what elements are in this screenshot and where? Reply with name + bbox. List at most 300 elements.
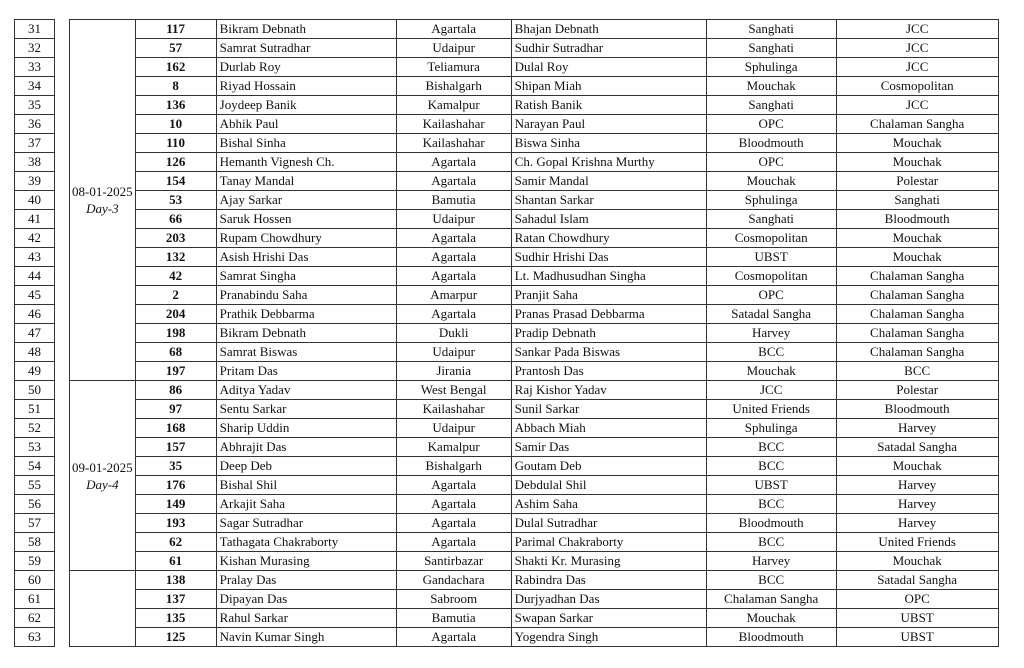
team-cell: Chalaman Sangha (836, 305, 998, 324)
participant-id-cell: 193 (135, 514, 216, 533)
participant-id-cell: 68 (135, 343, 216, 362)
team-cell: Mouchak (836, 134, 998, 153)
date-cell (70, 20, 136, 381)
column-gap (55, 628, 70, 647)
team-cell: JCC (836, 20, 998, 39)
participant-name-cell: Hemanth Vignesh Ch. (216, 153, 396, 172)
place-cell: Agartala (396, 153, 511, 172)
serial-number-cell: 63 (15, 628, 55, 647)
column-gap (55, 267, 70, 286)
team-cell: BCC (836, 362, 998, 381)
date-cell (70, 571, 136, 647)
club-cell: OPC (706, 286, 836, 305)
participant-id-cell: 126 (135, 153, 216, 172)
serial-number-cell: 54 (15, 457, 55, 476)
guardian-name-cell: Dulal Sutradhar (511, 514, 706, 533)
table-row (15, 305, 999, 324)
place-cell: Udaipur (396, 343, 511, 362)
column-gap (55, 286, 70, 305)
serial-number-cell: 42 (15, 229, 55, 248)
place-cell: Agartala (396, 495, 511, 514)
club-cell: Harvey (706, 552, 836, 571)
guardian-name-cell: Goutam Deb (511, 457, 706, 476)
guardian-name-cell: Parimal Chakraborty (511, 533, 706, 552)
team-cell: Polestar (836, 172, 998, 191)
table-row (15, 609, 999, 628)
place-cell: Amarpur (396, 286, 511, 305)
guardian-name-cell: Pranas Prasad Debbarma (511, 305, 706, 324)
club-cell: BCC (706, 438, 836, 457)
serial-number-cell: 59 (15, 552, 55, 571)
serial-number-cell: 33 (15, 58, 55, 77)
participant-id-cell: 204 (135, 305, 216, 324)
team-cell: Satadal Sangha (836, 438, 998, 457)
table-row (15, 514, 999, 533)
date-label: 09-01-2025 (72, 459, 133, 475)
column-gap (55, 134, 70, 153)
column-gap (55, 343, 70, 362)
participant-id-cell: 2 (135, 286, 216, 305)
column-gap (55, 191, 70, 210)
guardian-name-cell: Pradip Debnath (511, 324, 706, 343)
column-gap (55, 39, 70, 58)
team-cell: Chalaman Sangha (836, 286, 998, 305)
team-cell: UBST (836, 609, 998, 628)
serial-number-cell: 39 (15, 172, 55, 191)
serial-number-cell: 44 (15, 267, 55, 286)
table-row (15, 324, 999, 343)
guardian-name-cell: Ratish Banik (511, 96, 706, 115)
participant-name-cell: Ajay Sarkar (216, 191, 396, 210)
column-gap (55, 571, 70, 590)
place-cell: Gandachara (396, 571, 511, 590)
table-row (15, 400, 999, 419)
participant-name-cell: Sentu Sarkar (216, 400, 396, 419)
participant-name-cell: Aditya Yadav (216, 381, 396, 400)
team-cell: Chalaman Sangha (836, 115, 998, 134)
column-gap (55, 58, 70, 77)
guardian-name-cell: Ratan Chowdhury (511, 229, 706, 248)
serial-number-cell: 56 (15, 495, 55, 514)
participant-id-cell: 35 (135, 457, 216, 476)
participant-name-cell: Sharip Uddin (216, 419, 396, 438)
club-cell: JCC (706, 381, 836, 400)
club-cell: Mouchak (706, 172, 836, 191)
team-cell: Harvey (836, 514, 998, 533)
serial-number-cell: 40 (15, 191, 55, 210)
club-cell: Bloodmouth (706, 134, 836, 153)
participant-name-cell: Bishal Sinha (216, 134, 396, 153)
place-cell: Agartala (396, 305, 511, 324)
column-gap (55, 210, 70, 229)
serial-number-cell: 43 (15, 248, 55, 267)
guardian-name-cell: Dulal Roy (511, 58, 706, 77)
serial-number-cell: 60 (15, 571, 55, 590)
participant-id-cell: 42 (135, 267, 216, 286)
guardian-name-cell: Samir Mandal (511, 172, 706, 191)
team-cell: Harvey (836, 419, 998, 438)
serial-number-cell: 45 (15, 286, 55, 305)
column-gap (55, 153, 70, 172)
club-cell: OPC (706, 153, 836, 172)
participant-id-cell: 149 (135, 495, 216, 514)
place-cell: Agartala (396, 267, 511, 286)
column-gap (55, 590, 70, 609)
team-cell: United Friends (836, 533, 998, 552)
serial-number-cell: 55 (15, 476, 55, 495)
participant-id-cell: 162 (135, 58, 216, 77)
club-cell: BCC (706, 343, 836, 362)
column-gap (55, 381, 70, 400)
club-cell: Bloodmouth (706, 628, 836, 647)
club-cell: UBST (706, 248, 836, 267)
place-cell: Bishalgarh (396, 457, 511, 476)
guardian-name-cell: Ashim Saha (511, 495, 706, 514)
column-gap (55, 324, 70, 343)
participant-id-cell: 132 (135, 248, 216, 267)
team-cell: Mouchak (836, 248, 998, 267)
table-row (15, 77, 999, 96)
column-gap (55, 419, 70, 438)
participant-name-cell: Pralay Das (216, 571, 396, 590)
place-cell: Kailashahar (396, 115, 511, 134)
place-cell: Kamalpur (396, 96, 511, 115)
place-cell: Bamutia (396, 191, 511, 210)
column-gap (55, 552, 70, 571)
serial-number-cell: 37 (15, 134, 55, 153)
table-row (15, 248, 999, 267)
participant-name-cell: Abhik Paul (216, 115, 396, 134)
serial-number-cell: 35 (15, 96, 55, 115)
team-cell: Mouchak (836, 153, 998, 172)
participant-id-cell: 176 (135, 476, 216, 495)
place-cell: Bamutia (396, 609, 511, 628)
club-cell: OPC (706, 115, 836, 134)
column-gap (55, 172, 70, 191)
club-cell: Cosmopolitan (706, 267, 836, 286)
participant-id-cell: 8 (135, 77, 216, 96)
column-gap (55, 476, 70, 495)
place-cell: Dukli (396, 324, 511, 343)
place-cell: Santirbazar (396, 552, 511, 571)
club-cell: Sanghati (706, 210, 836, 229)
participant-name-cell: Joydeep Banik (216, 96, 396, 115)
participant-name-cell: Rupam Chowdhury (216, 229, 396, 248)
participant-id-cell: 138 (135, 571, 216, 590)
table-row (15, 571, 999, 590)
column-gap (55, 609, 70, 628)
team-cell: JCC (836, 58, 998, 77)
team-cell: Bloodmouth (836, 210, 998, 229)
table-row (15, 172, 999, 191)
place-cell: Kamalpur (396, 438, 511, 457)
table-row (15, 419, 999, 438)
guardian-name-cell: Abbach Miah (511, 419, 706, 438)
table-row (15, 39, 999, 58)
guardian-name-cell: Sudhir Hrishi Das (511, 248, 706, 267)
participant-name-cell: Asish Hrishi Das (216, 248, 396, 267)
participant-name-cell: Durlab Roy (216, 58, 396, 77)
serial-number-cell: 62 (15, 609, 55, 628)
serial-number-cell: 34 (15, 77, 55, 96)
guardian-name-cell: Shantan Sarkar (511, 191, 706, 210)
serial-number-cell: 57 (15, 514, 55, 533)
participant-id-cell: 168 (135, 419, 216, 438)
column-gap (55, 77, 70, 96)
serial-number-cell: 36 (15, 115, 55, 134)
participant-name-cell: Dipayan Das (216, 590, 396, 609)
guardian-name-cell: Sankar Pada Biswas (511, 343, 706, 362)
serial-number-cell: 48 (15, 343, 55, 362)
column-gap (55, 20, 70, 39)
guardian-name-cell: Pranjit Saha (511, 286, 706, 305)
guardian-name-cell: Shipan Miah (511, 77, 706, 96)
guardian-name-cell: Biswa Sinha (511, 134, 706, 153)
day-label: Day-4 (86, 476, 119, 492)
column-gap (55, 400, 70, 419)
guardian-name-cell: Debdulal Shil (511, 476, 706, 495)
team-cell: Mouchak (836, 229, 998, 248)
participant-name-cell: Sagar Sutradhar (216, 514, 396, 533)
participant-name-cell: Riyad Hossain (216, 77, 396, 96)
participant-id-cell: 136 (135, 96, 216, 115)
guardian-name-cell: Raj Kishor Yadav (511, 381, 706, 400)
club-cell: UBST (706, 476, 836, 495)
team-cell: Mouchak (836, 457, 998, 476)
participant-id-cell: 198 (135, 324, 216, 343)
serial-number-cell: 61 (15, 590, 55, 609)
participant-id-cell: 61 (135, 552, 216, 571)
guardian-name-cell: Sudhir Sutradhar (511, 39, 706, 58)
table-row (15, 438, 999, 457)
serial-number-cell: 52 (15, 419, 55, 438)
participant-name-cell: Bishal Shil (216, 476, 396, 495)
participant-name-cell: Rahul Sarkar (216, 609, 396, 628)
column-gap (55, 495, 70, 514)
participant-id-cell: 197 (135, 362, 216, 381)
club-cell: BCC (706, 495, 836, 514)
schedule-table (14, 19, 999, 647)
club-cell: United Friends (706, 400, 836, 419)
participant-name-cell: Bikram Debnath (216, 20, 396, 39)
club-cell: Cosmopolitan (706, 229, 836, 248)
team-cell: Sanghati (836, 191, 998, 210)
participant-name-cell: Tathagata Chakraborty (216, 533, 396, 552)
column-gap (55, 514, 70, 533)
serial-number-cell: 46 (15, 305, 55, 324)
column-gap (55, 533, 70, 552)
participant-id-cell: 137 (135, 590, 216, 609)
serial-number-cell: 50 (15, 381, 55, 400)
place-cell: Sabroom (396, 590, 511, 609)
team-cell: OPC (836, 590, 998, 609)
table-row (15, 267, 999, 286)
column-gap (55, 305, 70, 324)
column-gap (55, 229, 70, 248)
participant-name-cell: Tanay Mandal (216, 172, 396, 191)
column-gap (55, 96, 70, 115)
participant-name-cell: Arkajit Saha (216, 495, 396, 514)
place-cell: Agartala (396, 476, 511, 495)
serial-number-cell: 31 (15, 20, 55, 39)
team-cell: UBST (836, 628, 998, 647)
guardian-name-cell: Yogendra Singh (511, 628, 706, 647)
participant-id-cell: 86 (135, 381, 216, 400)
date-label: 08-01-2025 (72, 184, 133, 199)
participant-id-cell: 57 (135, 39, 216, 58)
place-cell: Agartala (396, 533, 511, 552)
participant-name-cell: Pritam Das (216, 362, 396, 381)
place-cell: Agartala (396, 172, 511, 191)
table-row (15, 134, 999, 153)
guardian-name-cell: Prantosh Das (511, 362, 706, 381)
team-cell: Chalaman Sangha (836, 324, 998, 343)
club-cell: Sphulinga (706, 419, 836, 438)
table-row (15, 495, 999, 514)
club-cell: Sphulinga (706, 58, 836, 77)
participant-id-cell: 125 (135, 628, 216, 647)
participant-name-cell: Samrat Singha (216, 267, 396, 286)
participant-name-cell: Abhrajit Das (216, 438, 396, 457)
guardian-name-cell: Lt. Madhusudhan Singha (511, 267, 706, 286)
serial-number-cell: 58 (15, 533, 55, 552)
participant-name-cell: Samrat Sutradhar (216, 39, 396, 58)
participant-name-cell: Saruk Hossen (216, 210, 396, 229)
table-row (15, 533, 999, 552)
table-row (15, 191, 999, 210)
place-cell: Agartala (396, 248, 511, 267)
guardian-name-cell: Sunil Sarkar (511, 400, 706, 419)
club-cell: Bloodmouth (706, 514, 836, 533)
participant-id-cell: 110 (135, 134, 216, 153)
table-row (15, 457, 999, 476)
team-cell: Mouchak (836, 552, 998, 571)
place-cell: Agartala (396, 229, 511, 248)
participant-id-cell: 135 (135, 609, 216, 628)
guardian-name-cell: Rabindra Das (511, 571, 706, 590)
club-cell: Mouchak (706, 609, 836, 628)
team-cell: Polestar (836, 381, 998, 400)
team-cell: Chalaman Sangha (836, 343, 998, 362)
team-cell: Bloodmouth (836, 400, 998, 419)
participant-id-cell: 157 (135, 438, 216, 457)
club-cell: Sanghati (706, 96, 836, 115)
place-cell: Bishalgarh (396, 77, 511, 96)
column-gap (55, 438, 70, 457)
guardian-name-cell: Samir Das (511, 438, 706, 457)
serial-number-cell: 49 (15, 362, 55, 381)
serial-number-cell: 53 (15, 438, 55, 457)
table-row (15, 552, 999, 571)
participant-name-cell: Navin Kumar Singh (216, 628, 396, 647)
place-cell: Teliamura (396, 58, 511, 77)
place-cell: Agartala (396, 628, 511, 647)
table-row (15, 362, 999, 381)
place-cell: Agartala (396, 514, 511, 533)
club-cell: Satadal Sangha (706, 305, 836, 324)
guardian-name-cell: Swapan Sarkar (511, 609, 706, 628)
team-cell: Harvey (836, 476, 998, 495)
place-cell: Udaipur (396, 210, 511, 229)
guardian-name-cell: Durjyadhan Das (511, 590, 706, 609)
club-cell: Mouchak (706, 362, 836, 381)
club-cell: BCC (706, 457, 836, 476)
serial-number-cell: 41 (15, 210, 55, 229)
table-row (15, 286, 999, 305)
place-cell: Kailashahar (396, 134, 511, 153)
participant-id-cell: 154 (135, 172, 216, 191)
club-cell: Sphulinga (706, 191, 836, 210)
club-cell: BCC (706, 533, 836, 552)
club-cell: Harvey (706, 324, 836, 343)
participant-name-cell: Prathik Debbarma (216, 305, 396, 324)
serial-number-cell: 38 (15, 153, 55, 172)
table-row (15, 115, 999, 134)
participant-name-cell: Deep Deb (216, 457, 396, 476)
place-cell: Udaipur (396, 419, 511, 438)
participant-id-cell: 62 (135, 533, 216, 552)
participant-name-cell: Pranabindu Saha (216, 286, 396, 305)
team-cell: Harvey (836, 495, 998, 514)
date-cell (70, 381, 136, 571)
participant-id-cell: 66 (135, 210, 216, 229)
serial-number-cell: 47 (15, 324, 55, 343)
club-cell: Chalaman Sangha (706, 590, 836, 609)
column-gap (55, 115, 70, 134)
team-cell: JCC (836, 96, 998, 115)
column-gap (55, 457, 70, 476)
table-row (15, 590, 999, 609)
table-row (15, 153, 999, 172)
guardian-name-cell: Narayan Paul (511, 115, 706, 134)
table-row (15, 628, 999, 647)
club-cell: Sanghati (706, 39, 836, 58)
team-cell: JCC (836, 39, 998, 58)
serial-number-cell: 51 (15, 400, 55, 419)
place-cell: Kailashahar (396, 400, 511, 419)
table-row (15, 476, 999, 495)
table-row (15, 96, 999, 115)
team-cell: Cosmopolitan (836, 77, 998, 96)
table-row (15, 210, 999, 229)
club-cell: Sanghati (706, 20, 836, 39)
guardian-name-cell: Sahadul Islam (511, 210, 706, 229)
serial-number-cell: 32 (15, 39, 55, 58)
team-cell: Chalaman Sangha (836, 267, 998, 286)
guardian-name-cell: Ch. Gopal Krishna Murthy (511, 153, 706, 172)
participant-id-cell: 203 (135, 229, 216, 248)
club-cell: Mouchak (706, 77, 836, 96)
place-cell: West Bengal (396, 381, 511, 400)
club-cell: BCC (706, 571, 836, 590)
day-label: Day-3 (86, 201, 119, 216)
participant-name-cell: Kishan Murasing (216, 552, 396, 571)
participant-id-cell: 97 (135, 400, 216, 419)
participant-id-cell: 117 (135, 20, 216, 39)
table-row (15, 20, 999, 39)
team-cell: Satadal Sangha (836, 571, 998, 590)
place-cell: Udaipur (396, 39, 511, 58)
participant-name-cell: Samrat Biswas (216, 343, 396, 362)
participant-name-cell: Bikram Debnath (216, 324, 396, 343)
participant-id-cell: 53 (135, 191, 216, 210)
guardian-name-cell: Shakti Kr. Murasing (511, 552, 706, 571)
guardian-name-cell: Bhajan Debnath (511, 20, 706, 39)
column-gap (55, 248, 70, 267)
table-body (15, 20, 999, 647)
table-row (15, 229, 999, 248)
place-cell: Jirania (396, 362, 511, 381)
